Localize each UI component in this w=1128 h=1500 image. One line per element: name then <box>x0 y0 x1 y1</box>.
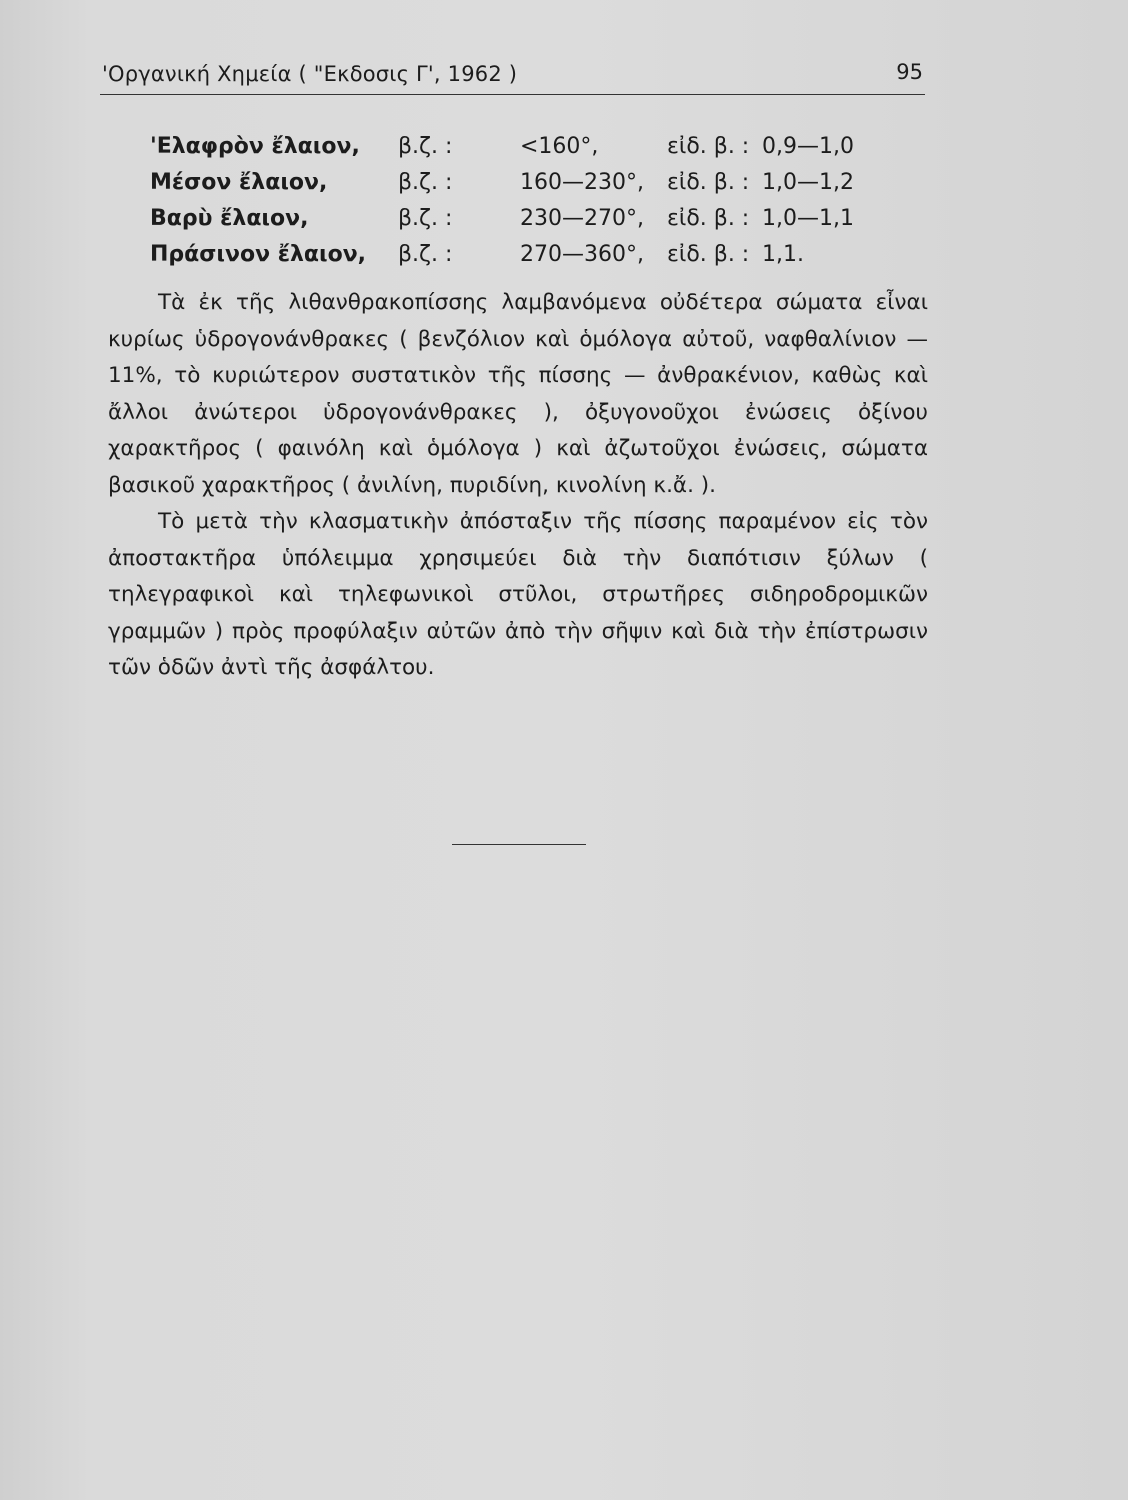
specific-gravity-value: 0,9—1,0 <box>762 133 854 159</box>
boiling-point-label: β.ζ. : <box>398 241 453 267</box>
table-row <box>150 236 854 272</box>
boiling-range: 160—230°, <box>520 169 644 195</box>
page-number: 95 <box>896 60 923 84</box>
specific-gravity-value: 1,0—1,1 <box>762 205 854 231</box>
section-end-rule <box>452 844 586 845</box>
oil-name: Πράσινον ἔλαιον, <box>150 241 367 267</box>
specific-gravity-label: εἰδ. β. : <box>667 205 750 231</box>
boiling-range: <160°, <box>520 133 599 159</box>
specific-gravity-value: 1,0—1,2 <box>762 169 854 195</box>
oil-name: Βαρὺ ἔλαιον, <box>150 205 309 231</box>
boiling-point-label: β.ζ. : <box>398 169 453 195</box>
boiling-point-label: β.ζ. : <box>398 205 453 231</box>
running-title: 'Οργανική Χημεία ( "Εκδοσις Γ', 1962 ) <box>102 62 518 86</box>
oil-name: 'Ελαφρὸν ἔλαιον, <box>150 133 360 159</box>
specific-gravity-label: εἰδ. β. : <box>667 241 750 267</box>
table-row <box>150 164 854 200</box>
table-row <box>150 200 854 236</box>
oil-fractions-table <box>150 128 854 272</box>
paragraph-residue-uses: Τὸ μετὰ τὴν κλασματικὴν ἀπόσταξιν τῆς πίσσης παραμένον εἰς τὸν ἀποστακτῆρα ὑπόλειμμα χρησιμεύει διὰ τὴν διαπότισιν ξύλων ( τηλεγραφικοὶ καὶ τηλεφωνικοὶ στῦλοι, στρωτῆρες σιδηροδρομικῶν γραμμῶν ) πρὸς προφύλαξιν αὐτῶν ἀπὸ τὴν σῆψιν καὶ διὰ τὴν ἐπίστρωσιν τῶν ὁδῶν ἀντὶ τῆς ἀσφάλτου. <box>108 509 928 680</box>
boiling-point-label: β.ζ. : <box>398 133 453 159</box>
specific-gravity-label: εἰδ. β. : <box>667 169 750 195</box>
boiling-range: 270—360°, <box>520 241 644 267</box>
specific-gravity-value: 1,1. <box>762 241 804 267</box>
table-row <box>150 128 854 164</box>
boiling-range: 230—270°, <box>520 205 644 231</box>
specific-gravity-label: εἰδ. β. : <box>667 133 750 159</box>
page-header <box>100 58 925 95</box>
body-text <box>108 285 928 687</box>
paragraph-neutral-bodies: Τὰ ἐκ τῆς λιθανθρακοπίσσης λαμβανόμενα οὐδέτερα σώματα εἶναι κυρίως ὑδρογονάνθρακες ( βενζόλιον καὶ ὁμόλογα αὐτοῦ, ναφθαλίνιον — 11%, τὸ κυριώτερον συστατικὸν τῆς πίσσης — ἀνθρακένιον, καθὼς καὶ ἄλλοι ἀνώτεροι ὑδρογονάνθρακες ), ὀξυγονοῦχοι ἐνώσεις ὀξίνου χαρακτῆρος ( φαινόλη καὶ ὁμόλογα ) καὶ ἀζωτοῦχοι ἐνώσεις, σώματα βασικοῦ χαρακτῆρος ( ἀνιλίνη, πυριδίνη, κινολίνη κ.ἄ. ). <box>108 290 928 498</box>
oil-name: Μέσον ἔλαιον, <box>150 169 328 195</box>
